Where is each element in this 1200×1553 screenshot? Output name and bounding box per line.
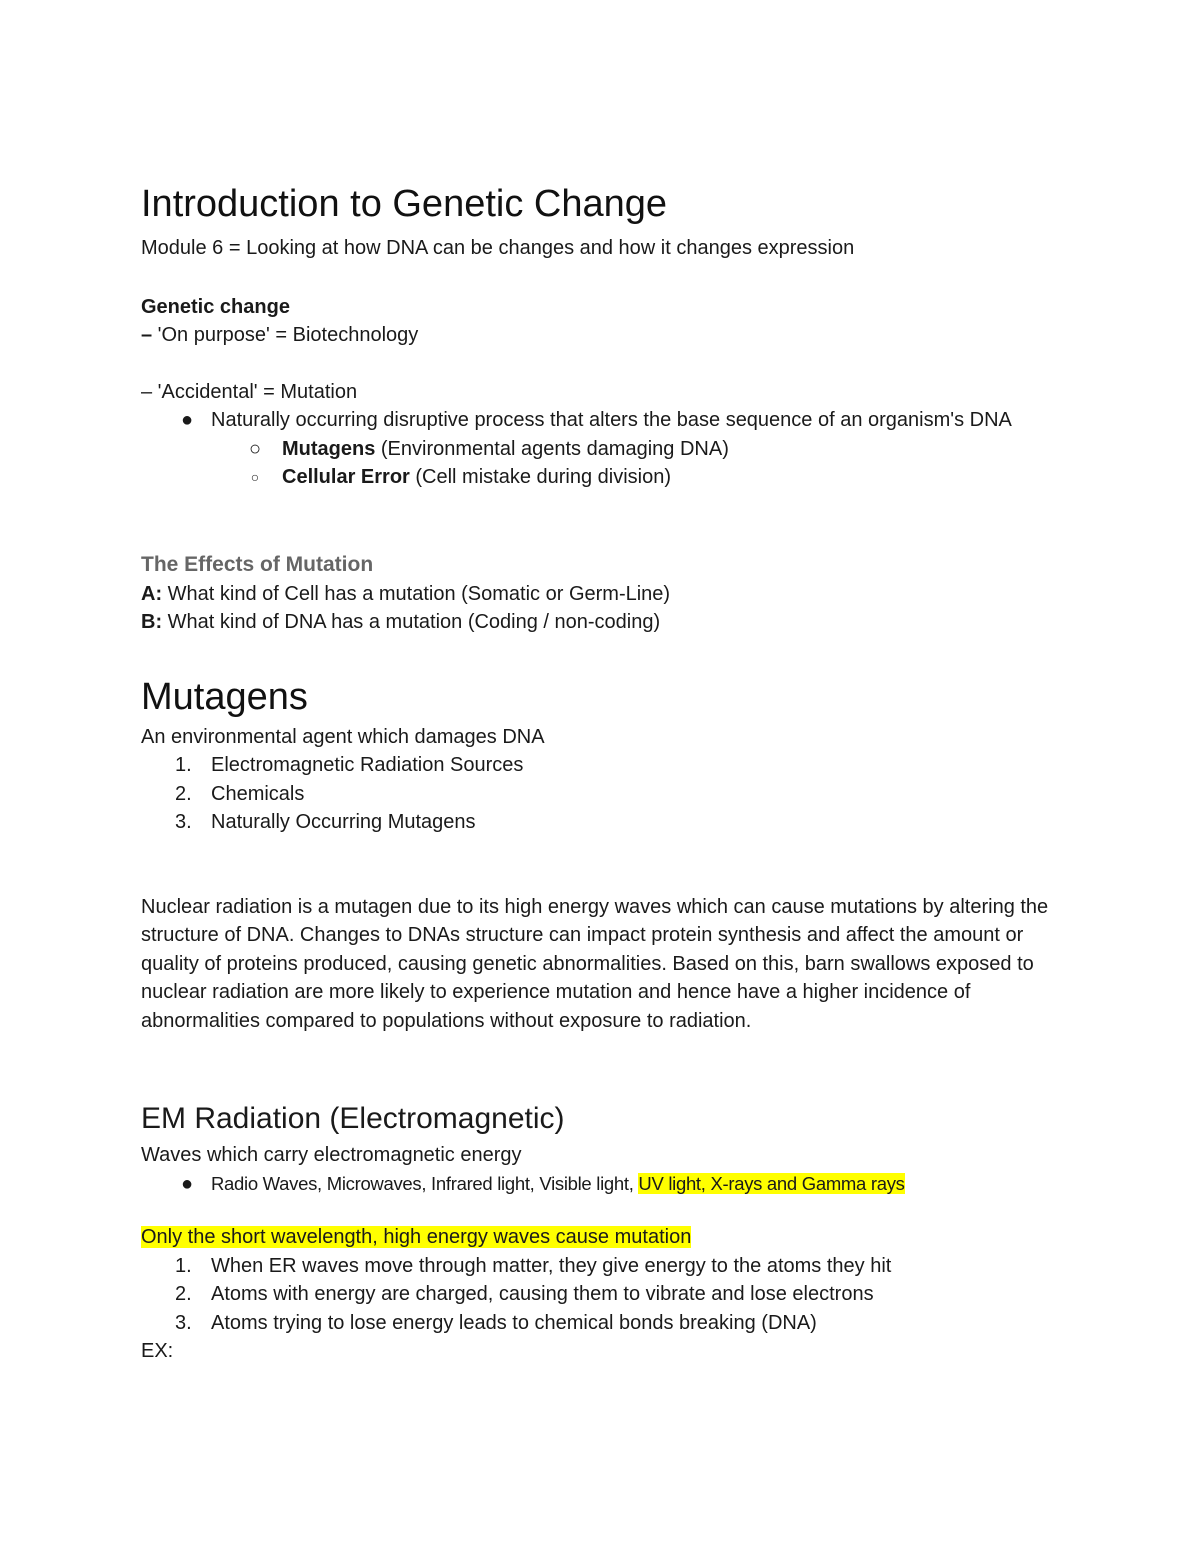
effects-b-line <box>141 608 1081 637</box>
bullet-plain-text: Radio Waves, Microwaves, Infrared light, Visible light, <box>211 1172 639 1194</box>
list-item <box>141 751 1081 780</box>
b-label: B: <box>141 611 163 633</box>
genetic-change-heading: Genetic change <box>141 295 290 318</box>
cellular-error-label: Cellular Error <box>282 466 410 488</box>
list-number: 1. <box>175 754 192 776</box>
list-text: Electromagnetic Radiation Sources <box>211 754 524 776</box>
list-number: 1. <box>175 1254 192 1277</box>
list-item <box>141 1309 1081 1338</box>
em-radiation-heading: EM Radiation (Electromagnetic) <box>141 1102 565 1135</box>
hollow-bullet-icon: ○ <box>248 437 262 460</box>
bullet-icon: ● <box>180 409 194 431</box>
list-item <box>141 435 1081 464</box>
list-text: Atoms with energy are charged, causing them to vibrate and lose electrons <box>211 1283 874 1305</box>
mutagens-intro: An environmental agent which damages DNA <box>141 725 545 748</box>
list-number: 2. <box>175 782 192 805</box>
a-label: A: <box>141 582 163 605</box>
list-number: 3. <box>175 811 192 833</box>
list-item <box>141 1280 1081 1309</box>
list-item <box>141 808 1081 837</box>
effects-heading: The Effects of Mutation <box>141 552 374 576</box>
list-text: When ER waves move through matter, they give energy to the atoms they hit <box>211 1254 892 1277</box>
highlight-line <box>141 1223 1081 1252</box>
list-text: Naturally Occurring Mutagens <box>211 811 476 833</box>
list-item <box>141 406 1081 435</box>
nuclear-radiation-paragraph: Nuclear radiation is a mutagen due to its high energy waves which can cause mutations by altering the structure of DNA. Changes to DNAs structure can impact protein synthesis and affect the amount or quality of proteins produced, causing genetic abnormalities. Based on this, barn swallows exposed to nuclear radiation are more likely to experience mutation and hence have a higher incidence of abnormalities compared to populations without exposure to radiation. <box>141 895 1049 1032</box>
list-text: Chemicals <box>211 782 305 805</box>
module-line: Module 6 = Looking at how DNA can be changes and how it changes expression <box>141 237 855 259</box>
bullet-highlight-text: UV light, X-rays and Gamma rays <box>638 1172 905 1194</box>
list-item <box>141 463 1081 492</box>
list-number: 2. <box>175 1283 192 1305</box>
list-text: Atoms trying to lose energy leads to chemical bonds breaking (DNA) <box>211 1311 817 1334</box>
document-page <box>141 180 1081 1366</box>
cellular-error-desc: (Cell mistake during division) <box>409 466 672 488</box>
dash: – <box>141 324 153 346</box>
on-purpose-text: 'On purpose' = Biotechnology <box>152 324 419 346</box>
mutagens-label: Mutagens <box>282 437 376 460</box>
list-item <box>141 1252 1081 1281</box>
mutagens-heading: Mutagens <box>141 675 308 718</box>
effects-a-line <box>141 580 1081 609</box>
mutagens-desc: (Environmental agents damaging DNA) <box>375 437 729 460</box>
hollow-bullet-icon: ○ <box>250 469 260 485</box>
em-intro: Waves which carry electromagnetic energy <box>141 1144 522 1166</box>
bullet-icon: ● <box>180 1172 194 1195</box>
list-item <box>141 1170 1081 1199</box>
ex-label: EX: <box>141 1340 174 1362</box>
page-title: Introduction to Genetic Change <box>141 183 668 225</box>
bullet-text: Naturally occurring disruptive process that alters the base sequence of an organism's DNA <box>211 409 1012 431</box>
accidental-line: – 'Accidental' = Mutation <box>141 380 358 403</box>
highlighted-text: Only the short wavelength, high energy waves cause mutation <box>141 1226 692 1248</box>
list-item <box>141 780 1081 809</box>
b-text: What kind of DNA has a mutation (Coding / non-coding) <box>162 611 661 633</box>
a-text: What kind of Cell has a mutation (Somatic or Germ-Line) <box>162 582 671 605</box>
list-number: 3. <box>175 1311 192 1334</box>
on-purpose-line <box>141 321 1081 350</box>
